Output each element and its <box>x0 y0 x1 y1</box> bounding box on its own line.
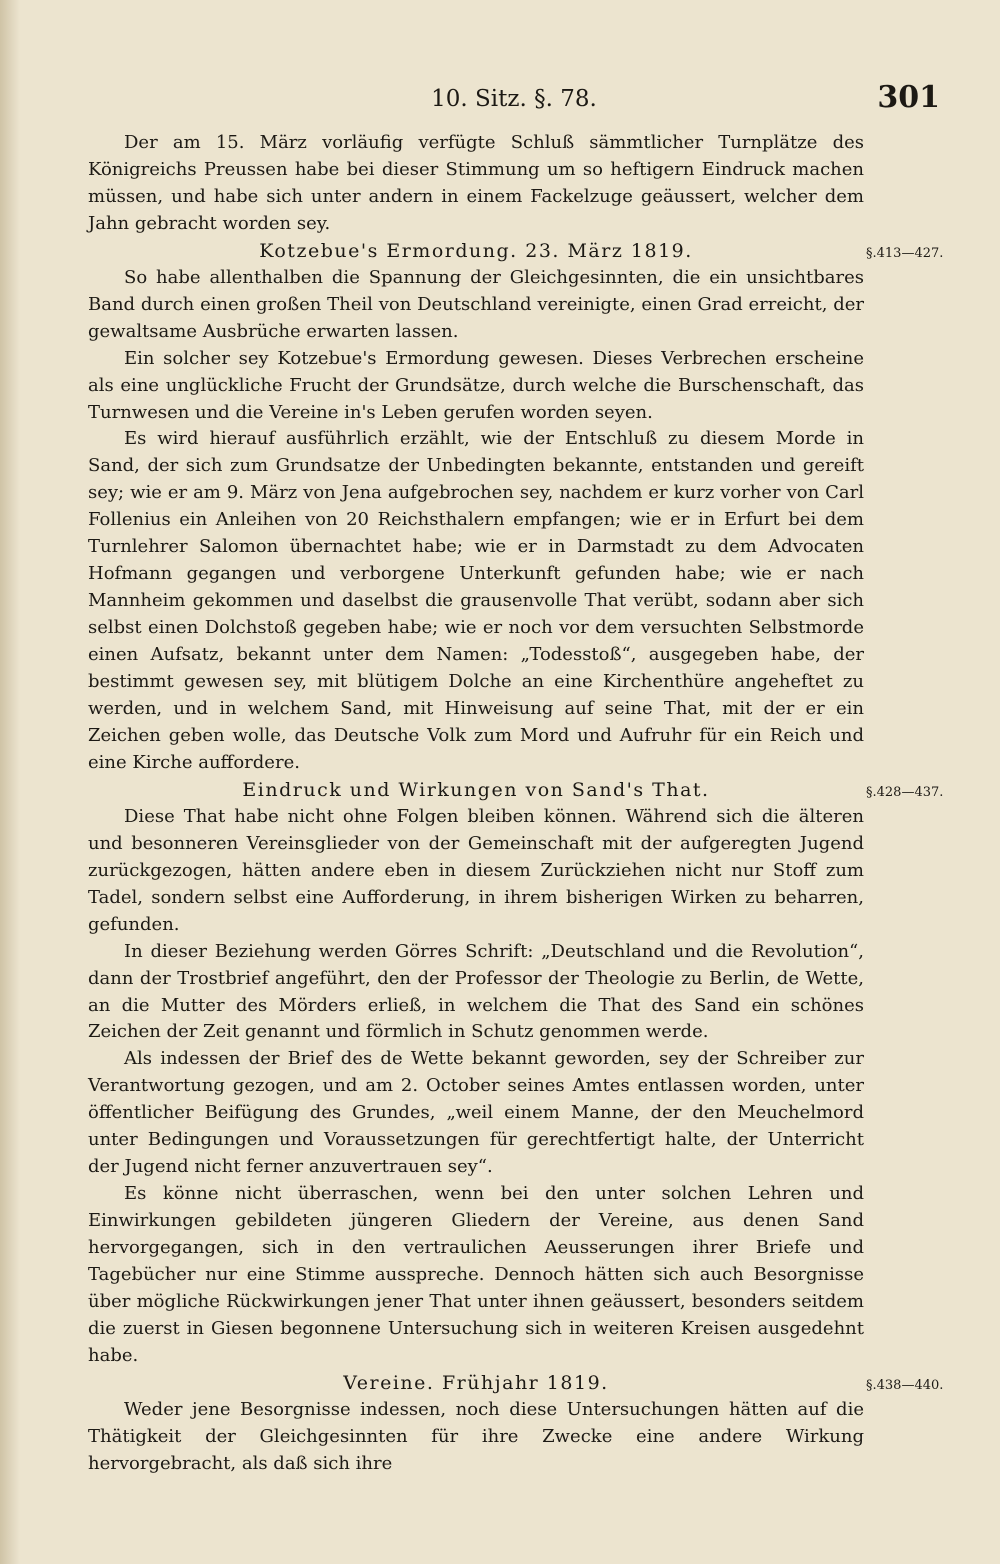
paragraph: So habe allenthalben die Spannung der Gleichgesinnten, die ein unsichtbares Band durch einen großen Theil von Deutschland vereinigte, einen Grad erreicht, der gewaltsame Ausbrüche erwarten lassen. <box>88 266 864 342</box>
section-heading <box>88 238 944 265</box>
paragraph-reference: §.428—437. <box>866 784 944 800</box>
paragraph: Diese That habe nicht ohne Folgen bleiben können. Während sich die älteren und besonneren Vereinsglieder von der Gemeinschaft mit der aufgeregten Jugend zurückgezogen, hätten andere eben in diesem Zurückziehen nicht nur Stoff zum Tadel, sondern selbst eine Aufforderung, in ihrem bisherigen Wirken zu beharren, gefunden. <box>88 805 864 935</box>
section-heading <box>88 1370 944 1397</box>
paragraph-reference: §.413—427. <box>866 245 944 261</box>
running-head <box>88 80 940 114</box>
page-number: 301 <box>877 80 940 115</box>
section-title: Eindruck und Wirkungen von Sand's That. <box>242 778 710 801</box>
paragraph: Weder jene Besorgnisse indessen, noch diese Untersuchungen hätten auf die Thätigkeit der Gleichgesinnten für ihre Zwecke eine andere Wirkung hervorgebracht, als daß sich ihre <box>88 1398 864 1474</box>
chapter-reference: 10. Sitz. §. 78. <box>431 86 597 112</box>
paragraph: Der am 15. März vorläufig verfügte Schluß sämmtlicher Turnplätze des Königreichs Preussen habe bei dieser Stimmung um so heftigern Eindruck machen müssen, und habe sich unter andern in einem Fackelzuge geäussert, welcher dem Jahn gebracht worden sey. <box>88 132 864 234</box>
section-title: Kotzebue's Ermordung. 23. März 1819. <box>259 239 693 262</box>
section-title: Vereine. Frühjahr 1819. <box>343 1371 609 1394</box>
paragraph-reference: §.438—440. <box>866 1377 944 1393</box>
paragraph: Es könne nicht überraschen, wenn bei den unter solchen Lehren und Einwirkungen gebildeten jüngeren Gliedern der Vereine, aus denen Sand hervorgegangen, sich in den vertraulichen Aeusserungen ihrer Briefe und Tagebücher nur eine Stimme ausspreche. Dennoch hätten sich auch Besorgnisse über mögliche Rückwirkungen jener That unter ihnen geäussert, besonders seitdem die zuerst in Giesen begonnene Untersuchung sich in weiteren Kreisen ausgedehnt habe. <box>88 1183 864 1366</box>
section-heading <box>88 777 944 804</box>
paragraph: In dieser Beziehung werden Görres Schrift: „Deutschland und die Revolution“, dann der Trostbrief angeführt, den der Professor der Theologie zu Berlin, de Wette, an die Mutter des Mörders erließ, in welchem die That des Sand ein schönes Zeichen der Zeit genannt und förmlich in Schutz genommen werde. <box>88 940 864 1043</box>
paragraph: Es wird hierauf ausführlich erzählt, wie der Entschluß zu diesem Morde in Sand, der sich zum Grundsatze der Unbedingten bekannte, entstanden und gereift sey; wie er am 9. März von Jena aufgebrochen sey, nachdem er kurz vorher von Carl Follenius ein Anleihen von 20 Reichsthalern empfangen; wie er in Erfurt bei dem Turnlehrer Salomon übernachtet habe; wie er in Darmstadt zu dem Advocaten Hofmann gegangen und verborgene Unterkunft gefunden habe; wie er nach Mannheim gekommen und daselbst die grausenvolle That verübt, sodann aber sich selbst einen Dolchstoß gegeben habe; wie er noch vor dem versuchten Selbstmorde einen Aufsatz, bekannt unter dem Namen: „Todesstoß“, ausgegeben habe, der bestimmt gewesen sey, mit blütigem Dolche an eine Kirchenthüre angeheftet zu werden, und in welchem Sand, mit Hinweisung auf seine That, mit der er ein Zeichen geben wolle, das Deutsche Volk zum Mord und Aufruhr für ein Reich und eine Kirche auffordere. <box>88 428 864 773</box>
paragraph: Ein solcher sey Kotzebue's Ermordung gewesen. Dieses Verbrechen erscheine als eine unglückliche Frucht der Grundsätze, durch welche die Burschenschaft, das Turnwesen und die Vereine in's Leben gerufen worden seyen. <box>88 347 864 423</box>
body-text <box>88 130 944 1478</box>
paragraph: Als indessen der Brief des de Wette bekannt geworden, sey der Schreiber zur Verantwortung gezogen, und am 2. October seines Amtes entlassen worden, unter öffentlicher Beifügung des Grundes, „weil einem Manne, der den Meuchelmord unter Bedingungen und Voraussetzungen für gerechtfertigt halte, der Unterricht der Jugend nicht ferner anzuvertrauen sey“. <box>88 1048 864 1178</box>
